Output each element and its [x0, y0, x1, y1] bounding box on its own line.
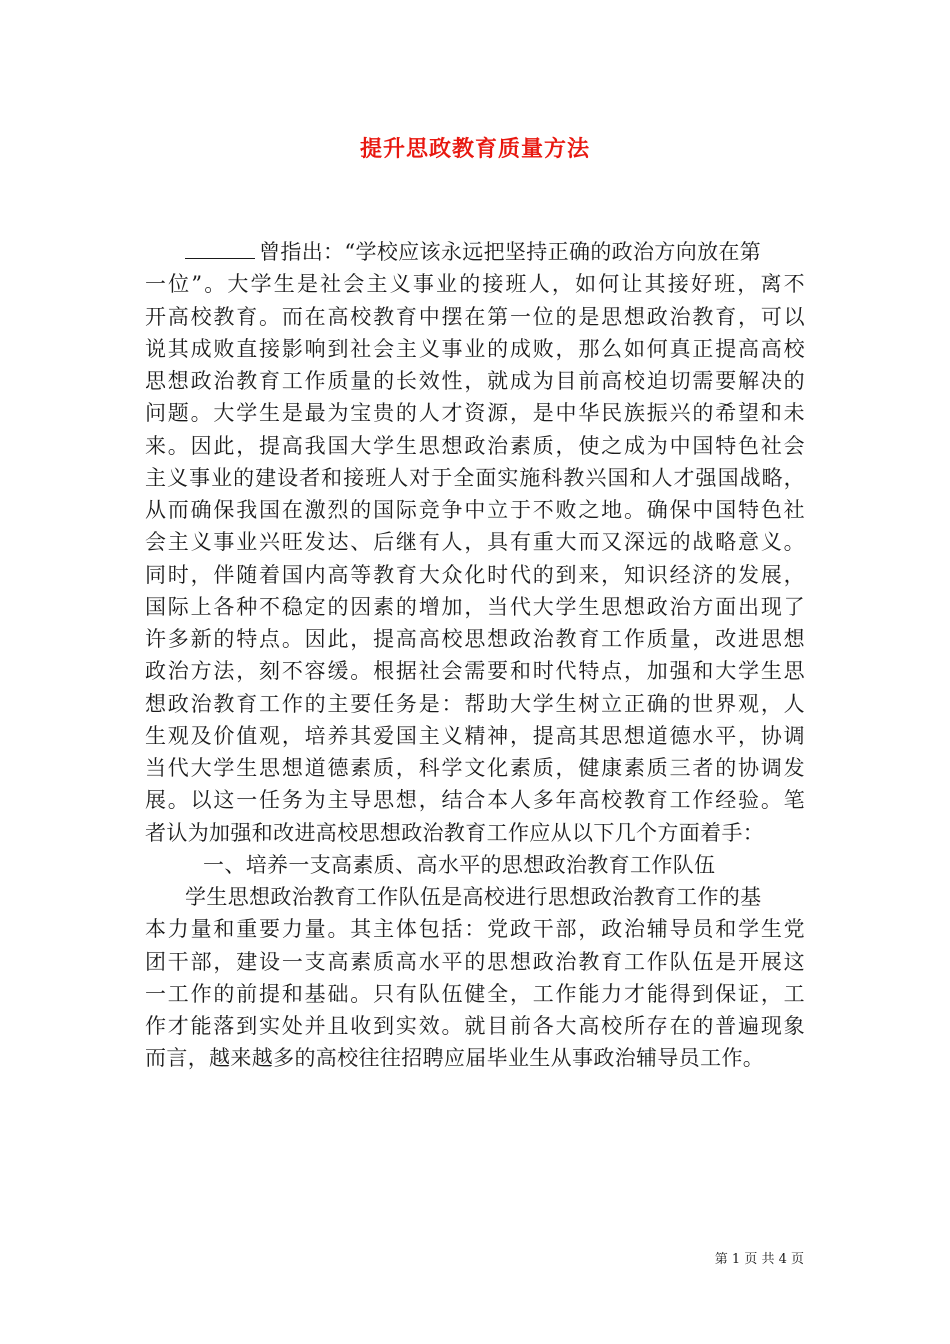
line-text: 学生思想政治教育工作队伍是高校进行思想政治教育工作的基 — [185, 885, 762, 909]
document-title: 提升思政教育质量方法 — [359, 136, 590, 162]
body-line — [145, 1010, 805, 1042]
document-body — [145, 236, 805, 1075]
line-text: 会主义事业兴旺发达、后继有人，具有重大而又深远的战略意义。 — [145, 530, 805, 555]
body-line — [145, 494, 805, 526]
body-line — [145, 365, 805, 397]
body-line — [145, 1042, 805, 1074]
body-line — [145, 236, 805, 268]
body-line — [145, 430, 805, 462]
line-text: 生观及价值观，培养其爱国主义精神，提高其思想道德水平，协调 — [145, 723, 805, 748]
line-text: 者认为加强和改进高校思想政治教育工作应从以下几个方面着手： — [145, 820, 765, 845]
line-text: 从而确保我国在激烈的国际竞争中立于不败之地。确保中国特色社 — [145, 498, 805, 522]
line-text: 思想政治教育工作质量的长效性，就成为目前高校迫切需要解决的 — [145, 369, 805, 393]
line-text: 作才能落到实处并且收到实效。就目前各大高校所存在的普遍现象 — [145, 1014, 805, 1038]
body-line — [145, 333, 805, 365]
line-text: 一、培养一支高素质、高水平的思想政治教育工作队伍 — [203, 852, 716, 877]
body-line — [145, 978, 805, 1010]
body-line — [145, 784, 805, 816]
body-line — [145, 268, 805, 300]
line-text: 当代大学生思想道德素质，科学文化素质，健康素质三者的协调发 — [145, 756, 805, 780]
body-line — [145, 526, 805, 558]
line-text: 问题。大学生是最为宝贵的人才资源，是中华民族振兴的希望和未 — [145, 401, 805, 426]
body-line — [145, 913, 805, 945]
body-line — [145, 946, 805, 978]
body-line — [145, 752, 805, 784]
body-line — [145, 591, 805, 623]
line-text: 本力量和重要力量。其主体包括：党政干部，政治辅导员和学生党 — [145, 917, 805, 942]
body-line — [145, 720, 805, 752]
page-number: 第 1 页 共 4 页 — [714, 1252, 804, 1267]
body-line — [145, 688, 805, 720]
line-text: 展。以这一任务为主导思想，结合本人多年高校教育工作经验。笔 — [145, 788, 805, 813]
line-text: 说其成败直接影响到社会主义事业的成败，那么如何真正提高高校 — [145, 336, 805, 361]
line-text: 一工作的前提和基础。只有队伍健全，工作能力才能得到保证，工 — [145, 981, 805, 1006]
line-text: 开高校教育。而在高校教育中摆在第一位的是思想政治教育，可以 — [145, 304, 805, 329]
body-line — [145, 559, 805, 591]
body-line — [145, 881, 805, 913]
line-text: 同时，伴随着国内高等教育大众化时代的到来，知识经济的发展， — [145, 562, 805, 587]
line-text: 团干部，建设一支高素质高水平的思想政治教育工作队伍是开展这 — [145, 949, 805, 974]
line-text: 一位”。大学生是社会主义事业的接班人，如何让其接好班，离不 — [145, 272, 805, 297]
body-line — [145, 397, 805, 429]
body-line — [145, 655, 805, 687]
line-text: 国际上各种不稳定的因素的增加，当代大学生思想政治方面出现了 — [145, 594, 805, 619]
line-text: 而言，越来越多的高校往往招聘应届毕业生从事政治辅导员工作。 — [145, 1046, 765, 1071]
body-line — [145, 462, 805, 494]
body-line — [145, 301, 805, 333]
line-text: 主义事业的建设者和接班人对于全面实施科教兴国和人才强国战略， — [145, 465, 805, 490]
section-heading — [145, 849, 805, 881]
line-text: 想政治教育工作的主要任务是：帮助大学生树立正确的世界观，人 — [145, 691, 805, 716]
line-text: 来。因此，提高我国大学生思想政治素质，使之成为中国特色社会 — [145, 433, 805, 458]
blank-underline — [185, 239, 255, 259]
line-text: 政治方法，刻不容缓。根据社会需要和时代特点，加强和大学生思 — [145, 659, 805, 684]
body-line — [145, 817, 805, 849]
line-text: 许多新的特点。因此，提高高校思想政治教育工作质量，改进思想 — [145, 627, 805, 651]
line-text: 曾指出：“学校应该永远把坚持正确的政治方向放在第 — [259, 240, 762, 264]
body-line — [145, 623, 805, 655]
